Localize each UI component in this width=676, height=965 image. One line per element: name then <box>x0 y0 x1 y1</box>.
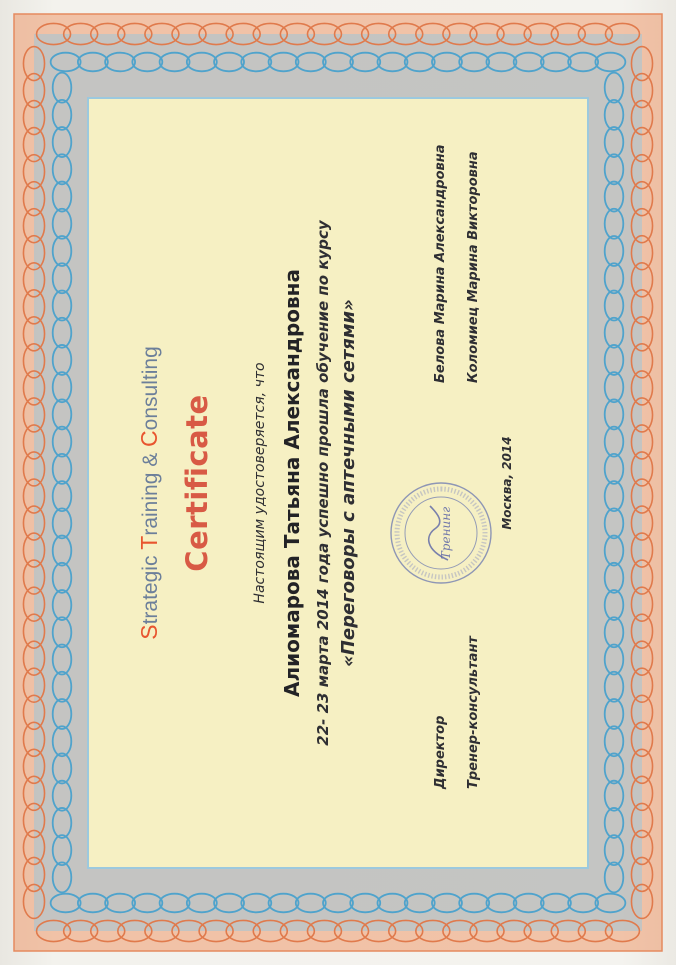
signature-name-director: Белова Марина Александровна <box>433 143 448 383</box>
course-title: «Переговоры с аптечными сетями» <box>338 298 359 667</box>
svg-text:Тренинг: Тренинг <box>439 506 453 559</box>
intro-text: Настоящим удостоверяется, что <box>252 361 268 604</box>
city-year: Москва, 2014 <box>500 435 514 530</box>
course-description: 22- 23 марта 2014 года успешно прошла обучение по курсу <box>314 219 332 746</box>
signature-role-director: Директор <box>433 715 448 789</box>
signature-role-trainer: Тренер-консультант <box>466 635 481 789</box>
recipient-name: Алиомарова Татьяна Александровна <box>280 268 304 697</box>
company-logo: Strategic Training & Consulting <box>136 345 162 640</box>
company-stamp <box>386 478 496 588</box>
certificate-title: Certificate <box>180 393 214 572</box>
certificate-content <box>128 133 548 833</box>
signature-name-trainer: Коломиец Марина Викторовна <box>466 150 481 383</box>
